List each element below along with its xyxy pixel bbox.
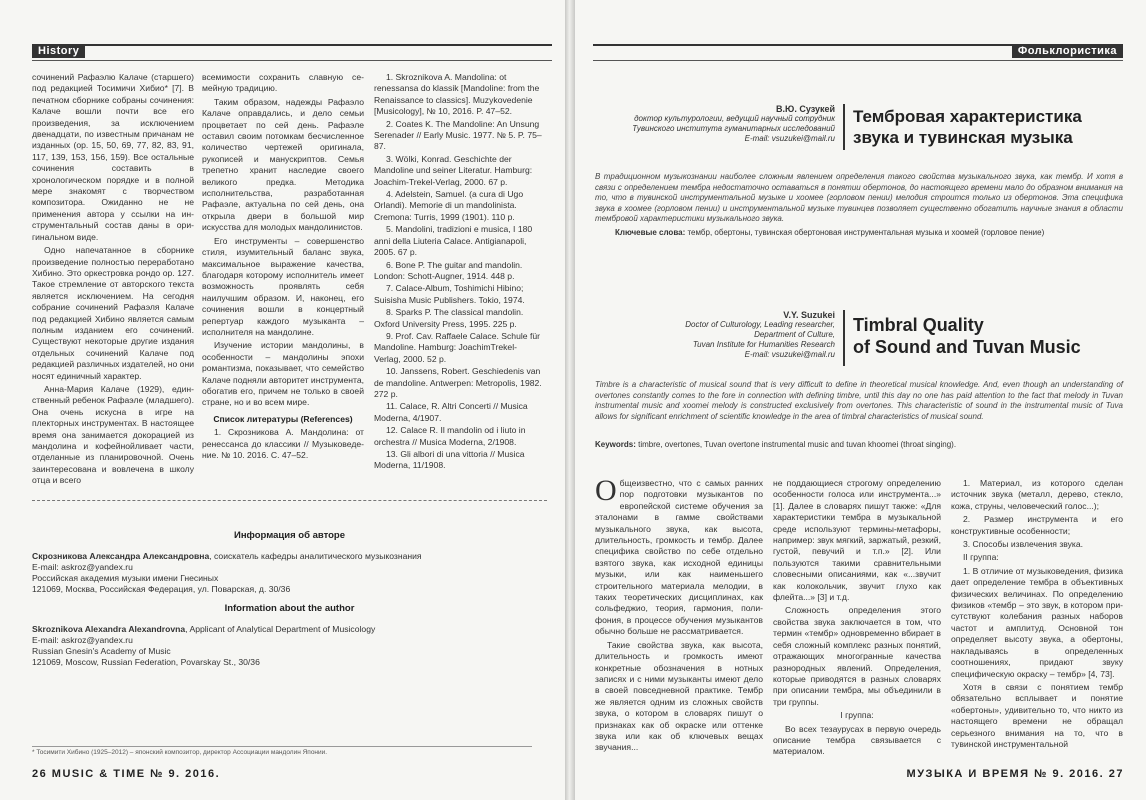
reference-item: 13. Gli albori di una vittoria // Musica Moderna, 11/1908. [374, 449, 525, 471]
section-rubric [593, 44, 1123, 61]
author-info-ru [32, 530, 547, 595]
reference-item: 9. Prof. Cav. Raffaele Calace. Schule für Mandoline. Hamburg: JoachimTrekel-Verlag, 2000. 52 p. [374, 330, 540, 364]
paragraph: сочинений Рафаэлю Калаче (старшего) под редакцией Тосимичи Хибио* [7]. В печатном сборнике собраны сочинения: Калаче вошли почти все его произведения, за исключением двенадцати, по известным причанам не изданных (op. 15, 50, 69, 77, 82, 83, 91, 117, 139, 153, 156, 159). Все остальные сочинения составить в хронологическом порядке и в полной мере знакомят с творчеством композитора. Ожиданно не не применения автора у ссылки на инструментальный состав даны в оригинальном виде. [32, 72, 194, 242]
keywords-text: тембр, обертоны, тувинская обертоновая инструментальная музыка и хоомей (горловое пение) [685, 228, 1045, 237]
title-line: of Sound and Tuvan Music [853, 337, 1081, 357]
author-info-heading: Информация об авторе [233, 530, 345, 541]
author-email: E-mail: vsuzukei@mail.ru [744, 350, 835, 359]
author-email: E-mail: vsuzukei@mail.ru [744, 134, 835, 143]
author-role: , Applicant of Analytical Department of Musicology [185, 624, 376, 634]
reference-item: 7. Calace-Album, Toshimichi Hibino; Suisisha Music Publishers. Tokio, 1974. [374, 283, 525, 305]
author-affiliation: Тувинского института гуманитарных исследований [632, 124, 835, 133]
paragraph-text: бщеизвестно, что с самых ранних пор подготовки музыкантов по европейской системе обучения за эталонами в гамме свойствами музыкального звука, как высота, длительность, громкость и тембр. Далее специфика свойство по себе отдельно взятого звука, как исходной единицы музыки, или как наименьшего строительного материала мелодии, в таких теоретических дисциплинах, как сольфеджио, теория, гармония, полифония, в процессе обучения музыкантов обычно больше не рассматривается. [595, 478, 763, 637]
reference-item: 4. Adelstein, Samuel. (a cura di Ugo Orlandi). Memorie di un mandolinista. Cremona: Turris, 1999 (1901). 110 p. [374, 189, 524, 222]
author-org: Russian Gnesin's Academy of Music [32, 646, 171, 656]
article-title-ru [853, 106, 1123, 148]
keywords-label: Ключевые слова: [615, 228, 686, 237]
author-degree: доктор культурологии, ведущий научный сотрудник [634, 114, 835, 123]
references-column [374, 72, 542, 471]
rubric-label: Фольклористика [1012, 44, 1123, 58]
keywords-ru [615, 228, 1115, 238]
byline-ru [595, 104, 835, 144]
keywords-en [595, 440, 1123, 450]
paragraph: Такие свойства звука, как высота, длительность и громкость имеют конкретные обозначения в нотных записях и с ними музыканты имеют дело в своей повседневной практике. Тембр же является одним из сложных свойств звука, о котором в словарях пишут о признаках как об окраске или оттенке звука или как об ключевых вещах звучания... [595, 639, 763, 753]
author-org: Российская академия музыки имени Гнесиных [32, 573, 219, 583]
paragraph: 3. Способы извлечения звука. [963, 539, 1084, 550]
group-heading: I группа: [840, 710, 874, 721]
reference-item: 1. Skroznikova A. Mandolina: ot renessansa do klassik [Mandoline: from the Renaissance to classics]. Muzykovedenie [Musicology], № 10, 2016. P. 47–52. [374, 72, 540, 117]
paragraph: Изучение истории мандолины, в особенности – мандолины эпохи романтизма, показывает, что семейство Калаче подняли авторитет инструмента, обогатив его, причем не только в своей стране, но и во всем мире. [202, 340, 365, 408]
byline-en [595, 310, 835, 360]
drop-cap: О [595, 474, 617, 507]
paragraph: 1. Материал, из которого сделан источник звука (металл, дерево, стекло, кожа, струны, человеческий голос...); [951, 478, 1123, 511]
reference-item: 6. Bone P. The guitar and mandolin. London: Schott-Augner, 1914. 448 p. [374, 259, 523, 281]
paragraph: 1. В отличие от музыковедения, физика дает определение тембра в объективных физических величинах. По определению физиков «тембр – это звук, в котором присутствуют колебания разных наборов частот и амплитуд. Основной тон определяет высоту звука, а обертоны, накладываясь в определенных соотношениях, придают звуку специфическую окраску – тембр» [4, 73]. [951, 565, 1123, 679]
abstract-en: Timbre is a characteristic of musical sound that is very difficult to define in theoretical musical knowledge. And, even though an understanding of overtones constantly comes to the fore in connection with defining timbre, until this day no one has paid attention to the fact that melody in Tuvan instrumental music and xoomei melody is constructed exclusively from overtones. This characteristic of sound in the instrumental music of Tuva allows for significant enrichment of scientific knowledge in the area of timbral characteristics of musical sound. [595, 380, 1123, 421]
author-name-line [32, 624, 547, 635]
left-page [0, 0, 565, 800]
author-name: В.Ю. Сузукей [776, 104, 835, 114]
body-column-3 [951, 478, 1123, 763]
page-folio: МУЗЫКА И ВРЕМЯ № 9. 2016. 27 [906, 768, 1124, 780]
paragraph: Сложность определения этого свойства звука заключается в том, что термин «тембр» одновременно вбирает в себя сложный комплекс разных понятий, отражающих многогранные качества разнородных явлений. Определения, которые приводятся в разных словарях при описании тембра, мы объединили в три группы. [773, 605, 941, 707]
article-title-en [853, 314, 1123, 358]
spine-gutter [565, 0, 575, 800]
paragraph: всемимости сохранить славную семейную традицию. [202, 72, 364, 94]
group-heading: II группа: [963, 552, 999, 563]
rubric-label: History [32, 44, 85, 58]
body-column-2 [773, 478, 941, 763]
paragraph: Во всех тезаурусах в первую очередь описание тембра связывается с материалом. [773, 723, 941, 757]
paragraph: Хотя в связи с понятием тембр обязательно всплывает и понятие «обертоны», удивительно то, что никто из настоящего времени не обращал серьезного внимания на то, что в тувинской инструментальной [951, 681, 1123, 749]
reference-item: 5. Mandolini, tradizioni e musica, I 180 anni della Liuteria Calace. Antigianapoli, 2005. 67 p. [374, 224, 533, 258]
references-heading: Список литературы (References) [213, 413, 353, 424]
author-address: 121069, Moscow, Russian Federation, Povarskay St., 30/36 [32, 657, 260, 667]
author-info-en [32, 603, 547, 668]
page-folio: 26 MUSIC & TIME № 9. 2016. [32, 768, 221, 780]
paragraph: Анна-Мария Калаче (1929), единственный ребенок Рафаэле (младшего). Она очень искусна в игре на плекторных инструментах. В настоящее время она занимается докорацией из мандолина и кофейнойливает части, отделанные из планировочной. Очень заинтересована и вовлечена в школу отца и всего [32, 383, 194, 486]
reference-item: 2. Coates K. The Mandoline: An Unsung Serenader // Early Music. 1977. № 5. P. 75–87. [374, 118, 542, 152]
paragraph: 2. Размер инструмента и его конструктивные особенности; [951, 514, 1123, 536]
text-column-1 [32, 72, 194, 486]
section-rubric [32, 44, 552, 61]
reference-item: 11. Calace, R. Altri Concerti // Musica Moderna, 4/1907. [374, 401, 528, 423]
title-rule [843, 104, 845, 150]
title-rule [843, 310, 845, 366]
author-degree: Doctor of Culturology, Leading researcher, [685, 320, 835, 329]
abstract-ru: В традиционном музыкознании наиболее сложным явлением определения такого свойства музыкального звука, как тембр. И хотя в связи с определением тембра недостаточно оставаться в понятии обертонов, до настоящего времени мало до образном внимания на то, что в тувинской инструментальной музыке и хоомее (горловом пении) мелодия строится только из обертонов. Эта специфика звука в хоомее (горловом пении) и инструментальной музыке тувинцев позволяет существенно обогатить научные знания в области тембровой характеристики музыкального звука. [595, 172, 1123, 223]
title-line: Тембровая характеристика [853, 107, 1082, 126]
reference-item: 12. Calace R. Il mandolin od i liuto in orchestra // Musica Moderna, 2/1908. [374, 425, 526, 447]
paragraph: Одно напечатанное в сборнике произведение полностью переработано Хибино. Это оркестровка рондо ор. 127. Такое стремление от авторского текста является исключением. На сегодня собрание сочинений Рафаэля Калаче под редакцией Хибино является самым полным изданием его сочинений. Существуют некоторые другие издания отдельных сочинений Калаче под редакцией различных издателей, но они носят единичный характер. [32, 245, 194, 381]
author-affiliation: Department of Culture, [754, 330, 835, 339]
author-name-line [32, 551, 547, 562]
author-address: 121069, Москва, Российская Федерация, ул. Поварская, д. 30/36 [32, 584, 291, 594]
right-page [575, 0, 1146, 800]
reference-item: 8. Sparks P. The classical mandolin. Oxford University Press, 1995. 225 p. [374, 307, 524, 329]
paragraph: не поддающиеся строгому определению особенности голоса или инструмента...» [1]. Далее в словарях пишут также: «Для характеристики тембра в музыкальной среде используют термины-метафоры, например: звук мягкий, заржатый, резкий, густой, певучий и т.п.» [2]. Или пользуются такими сравнительными словесными описаниями, как «...звучит как колокольчик, звучит глухо как флейта...» [3] и т.д. [773, 478, 941, 603]
author-role: , соискатель кафедры аналитического музыкознания [209, 551, 422, 561]
paragraph [595, 474, 763, 638]
title-line: звука и тувинская музыка [853, 128, 1073, 147]
divider [32, 500, 547, 501]
reference-item: 3. Wölki, Konrad. Geschichte der Mandoline und seiner Literatur. Hamburg: Joachim-Trekel-Verlag, 2000. 67 p. [374, 153, 533, 187]
keywords-text: timbre, overtones, Tuvan overtone instrumental music and tuvan khoomei (throat singing). [635, 440, 957, 449]
reference-item: 10. Janssens, Robert. Geschiedenis van de mandoline. Antwerpen: Metropolis, 1982. 272 p. [374, 366, 542, 399]
author-name: Скрозникова Александра Александровна [32, 551, 210, 561]
author-email: E-mail: askroz@yandex.ru [32, 562, 133, 572]
author-name: Skroznikova Alexandra Alexandrovna [32, 624, 186, 634]
author-info-heading: Information about the author [224, 603, 355, 614]
author-affiliation: Tuvan Institute for Humanities Research [692, 340, 835, 349]
footnote: * Тосимити Хибино (1925–2012) – японский композитор, директор Ассоциации мандолин Японии. [32, 746, 532, 756]
text-column-2 [202, 72, 364, 462]
reference-item: 1. Скрозникова А. Мандолина: от ренессанса до классики // Музыковедение. № 10. 2016. С. 47–52. [202, 427, 364, 460]
keywords-label: Keywords: [595, 440, 636, 449]
title-line: Timbral Quality [853, 315, 984, 335]
author-email: E-mail: askroz@yandex.ru [32, 635, 133, 645]
author-name: V.Y. Suzukei [783, 310, 835, 320]
body-column-1 [595, 474, 763, 763]
paragraph: Таким образом, надежды Рафаэло Калаче оправдались, и дело семьи процветает по сей день. Рафаэле оставил своим потомкам бесчисленное количество чертежей оригинала, рукописей и манускриптов. Семья трепетно хранит наследие своего великого предка. Методика исполнительства, разработанная Рафаэле, актуальна по сей день, она открыла двери в большой мир искусства для молодых мандолинистов. [202, 96, 364, 233]
paragraph: Его инструменты – совершенство стиля, изумительный баланс звука, максимальное выражение качества, благодаря которому исполнитель имеет возможность проявлять себя наилучшим образом. И, наконец, его сочинения вошли в концертный репертуар каждого музыканта – исполнителя на мандолине. [202, 235, 364, 337]
